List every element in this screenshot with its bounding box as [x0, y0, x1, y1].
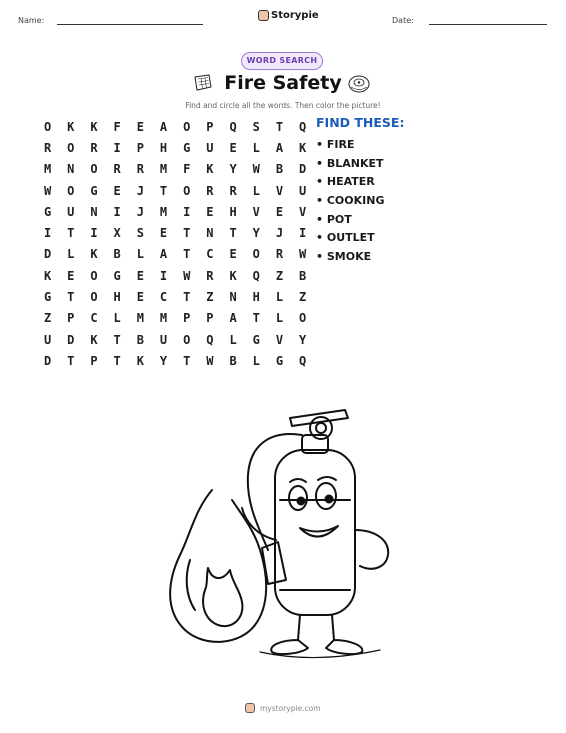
grid-cell: T [67, 226, 75, 241]
grid-cell: L [136, 247, 144, 262]
grid-cell: O [90, 162, 98, 177]
grid-row [36, 137, 314, 158]
grid-cell: E [136, 290, 144, 305]
page-header [0, 10, 566, 30]
grid-cell: P [67, 311, 75, 326]
grid-cell: I [43, 226, 52, 241]
grid-row [36, 265, 314, 286]
grid-cell: L [252, 183, 260, 198]
grid-cell: E [206, 204, 214, 219]
grid-cell: V [252, 204, 260, 219]
grid-cell: G [275, 353, 284, 368]
grid-cell: T [183, 247, 191, 262]
grid-cell: L [67, 247, 75, 262]
grid-cell: J [136, 183, 144, 198]
grid-cell: U [159, 332, 168, 347]
grid-cell: U [206, 140, 214, 155]
grid-cell: O [67, 183, 75, 198]
word-search-grid [36, 116, 314, 372]
grid-cell: I [159, 268, 168, 283]
grid-cell: W [43, 183, 52, 198]
name-line [57, 24, 203, 25]
grid-cell: G [252, 332, 260, 347]
page-title: Fire Safety [224, 72, 342, 94]
grid-cell: U [299, 183, 307, 198]
grid-cell: G [43, 290, 52, 305]
grid-cell: R [43, 140, 52, 155]
grid-cell: B [229, 353, 237, 368]
grid-cell: Y [229, 162, 237, 177]
grid-cell: W [206, 353, 214, 368]
footer-url: mystorypie.com [260, 703, 321, 713]
grid-cell: M [159, 311, 168, 326]
grid-cell: E [67, 268, 75, 283]
grid-cell: S [252, 119, 260, 134]
grid-cell: E [113, 183, 121, 198]
grid-cell: K [90, 247, 98, 262]
grid-cell: L [113, 311, 121, 326]
grid-cell: B [299, 268, 307, 283]
grid-cell: D [67, 332, 75, 347]
grid-cell: T [113, 353, 121, 368]
grid-cell: G [113, 268, 121, 283]
word-list-item: • SMOKE [316, 250, 372, 264]
grid-cell: A [229, 311, 237, 326]
storypie-logo-icon [245, 703, 255, 713]
grid-cell: L [275, 290, 284, 305]
grid-cell: P [90, 353, 98, 368]
grid-cell: R [136, 162, 144, 177]
name-label: Name: [18, 16, 45, 25]
grid-cell: H [113, 290, 121, 305]
grid-cell: I [90, 226, 98, 241]
grid-cell: S [136, 226, 144, 241]
grid-cell: T [183, 353, 191, 368]
grid-cell: O [252, 247, 260, 262]
grid-cell: K [206, 162, 214, 177]
word-list-item: • BLANKET [316, 156, 384, 170]
word-list-item: • FIRE [316, 138, 355, 151]
grid-cell: M [136, 311, 144, 326]
grid-cell: N [206, 226, 214, 241]
grid-cell: B [113, 247, 121, 262]
grid-cell: N [90, 204, 98, 219]
grid-cell: O [183, 119, 191, 134]
grid-cell: B [275, 162, 284, 177]
grid-cell: B [136, 332, 144, 347]
grid-cell: N [229, 290, 237, 305]
grid-row [36, 350, 314, 371]
footer [245, 703, 321, 713]
grid-cell: K [299, 140, 307, 155]
grid-row [36, 329, 314, 350]
grid-cell: H [229, 204, 237, 219]
grid-row [36, 159, 314, 180]
grid-cell: E [136, 268, 144, 283]
instructions: Find and circle all the words. Then color the picture! [185, 101, 381, 110]
grid-cell: U [43, 332, 52, 347]
grid-cell: O [183, 332, 191, 347]
grid-cell: L [252, 140, 260, 155]
grid-cell: O [43, 119, 52, 134]
grid-cell: I [113, 204, 121, 219]
find-these-heading: FIND THESE: [316, 115, 405, 130]
grid-cell: Q [299, 119, 307, 134]
grid-cell: I [299, 226, 307, 241]
word-list-item: • POT [316, 212, 352, 226]
brand-name: Storypie [271, 10, 319, 21]
grid-cell: M [159, 204, 168, 219]
grid-cell: J [136, 204, 144, 219]
word-list-item: • HEATER [316, 175, 375, 189]
grid-cell: T [275, 119, 284, 134]
grid-row [36, 308, 314, 329]
grid-row [36, 180, 314, 201]
grid-cell: Q [252, 268, 260, 283]
grid-cell: K [67, 119, 75, 134]
grid-cell: P [183, 311, 191, 326]
grid-cell: A [159, 247, 168, 262]
grid-cell: P [206, 311, 214, 326]
grid-cell: P [206, 119, 214, 134]
grid-cell: E [229, 140, 237, 155]
grid-cell: R [229, 183, 237, 198]
grid-cell: T [113, 332, 121, 347]
grid-cell: F [183, 162, 191, 177]
grid-cell: Z [275, 268, 284, 283]
grid-cell: X [113, 226, 121, 241]
grid-cell: T [183, 290, 191, 305]
grid-cell: N [67, 162, 75, 177]
grid-cell: R [206, 183, 214, 198]
grid-cell: F [113, 119, 121, 134]
grid-cell: V [275, 183, 284, 198]
grid-cell: Q [299, 353, 307, 368]
grid-cell: W [183, 268, 191, 283]
grid-cell: I [183, 204, 191, 219]
grid-cell: O [90, 290, 98, 305]
grid-cell: T [67, 353, 75, 368]
grid-cell: V [275, 332, 284, 347]
grid-cell: L [252, 353, 260, 368]
grid-cell: Z [299, 290, 307, 305]
grid-cell: R [275, 247, 284, 262]
grid-cell: Y [299, 332, 307, 347]
grid-cell: W [252, 162, 260, 177]
grid-cell: M [43, 162, 52, 177]
grid-cell: T [252, 311, 260, 326]
grid-cell: C [159, 290, 168, 305]
grid-cell: T [67, 290, 75, 305]
grid-cell: R [90, 140, 98, 155]
grid-cell: K [90, 332, 98, 347]
grid-row [36, 244, 314, 265]
grid-cell: G [43, 204, 52, 219]
grid-cell: K [229, 268, 237, 283]
grid-cell: O [90, 268, 98, 283]
grid-cell: E [229, 247, 237, 262]
grid-cell: D [299, 162, 307, 177]
date-line [429, 24, 547, 25]
grid-cell: K [136, 353, 144, 368]
grid-cell: A [275, 140, 284, 155]
grid-cell: V [299, 204, 307, 219]
grid-cell: O [67, 140, 75, 155]
grid-cell: Z [43, 311, 52, 326]
grid-cell: G [183, 140, 191, 155]
grid-cell: R [113, 162, 121, 177]
grid-cell: O [299, 311, 307, 326]
grid-cell: Y [159, 353, 168, 368]
grid-cell: Z [206, 290, 214, 305]
brand [258, 10, 319, 21]
grid-cell: U [67, 204, 75, 219]
word-list [316, 138, 385, 269]
grid-cell: C [206, 247, 214, 262]
grid-cell: L [229, 332, 237, 347]
grid-cell: C [90, 311, 98, 326]
grid-cell: G [90, 183, 98, 198]
grid-cell: Y [252, 226, 260, 241]
grid-cell: Q [229, 119, 237, 134]
grid-cell: H [159, 140, 168, 155]
grid-cell: E [136, 119, 144, 134]
grid-cell: L [275, 311, 284, 326]
grid-cell: M [159, 162, 168, 177]
grid-row [36, 286, 314, 307]
word-search-badge: WORD SEARCH [241, 52, 323, 70]
grid-cell: D [43, 353, 52, 368]
grid-cell: T [183, 226, 191, 241]
grid-cell: E [159, 226, 168, 241]
word-list-item: • COOKING [316, 194, 385, 208]
grid-cell: O [183, 183, 191, 198]
grid-cell: D [43, 247, 52, 262]
grid-row [36, 116, 314, 137]
grid-cell: Q [206, 332, 214, 347]
grid-cell: H [252, 290, 260, 305]
grid-cell: E [275, 204, 284, 219]
date-label: Date: [392, 16, 414, 25]
grid-cell: W [299, 247, 307, 262]
grid-cell: T [229, 226, 237, 241]
grid-row [36, 201, 314, 222]
word-list-item: • OUTLET [316, 231, 375, 245]
smoke-detector-icon [347, 73, 371, 99]
grid-row [36, 222, 314, 243]
grid-cell: P [136, 140, 144, 155]
grid-cell: J [275, 226, 284, 241]
grid-cell: I [113, 140, 121, 155]
grid-cell: T [159, 183, 168, 198]
grid-cell: K [90, 119, 98, 134]
grid-cell: A [159, 119, 168, 134]
fire-extinguisher-illustration [150, 390, 410, 664]
grid-cell: R [206, 268, 214, 283]
grid-cell: K [43, 268, 52, 283]
storypie-logo-icon [258, 10, 269, 21]
